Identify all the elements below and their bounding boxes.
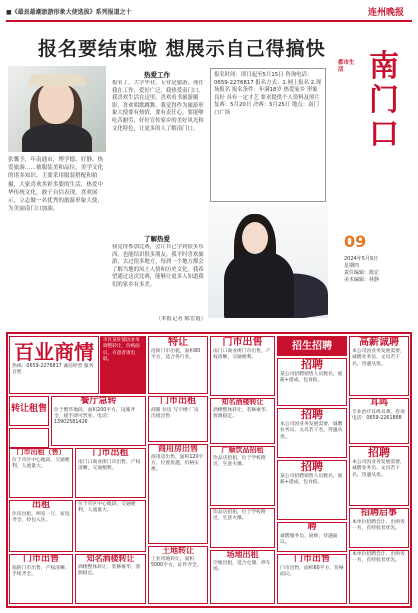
ad-block (277, 554, 347, 604)
ad-body: 本单位招聘会计、出纳各一名，有经验者优先。 (352, 519, 405, 532)
ad-body: 某公司招聘销售人员数名，底薪+提成，包食宿。 (280, 474, 343, 486)
ad-body: 酒楼整体转让，装修豪华，客源稳定。 (213, 407, 271, 419)
ad-body: 本公司因业务发展需要，诚聘业务员、文员若干名，待遇从优。 (280, 422, 343, 440)
ad-block (75, 554, 146, 604)
contestant-photo-1 (8, 66, 106, 152)
ad-title: 门市出售 (293, 554, 330, 564)
article-credit: （本报记者 陈宏霞） (155, 316, 206, 322)
ad-body: 本单位招聘会计、出纳各一名，有经验者优先。 (352, 552, 405, 564)
section-title-1: 热爱工作 (144, 71, 170, 79)
section-body-1: 报名了，大学毕业，专业是旅游，现在我在工作，爱好广泛，我热爱南门口，我喜欢生活在这里，喜欢看书旅游摄影，喜欢唱歌跳舞。我觉得作为旅游形象大使要有热情，要有责任心，要能够吃苦耐劳，好好宣传家乡的美好风光和文化特色，让更多的人了解南门口。 (112, 80, 204, 132)
ad-body: 市区某旺铺因业务调整转让，价格面议，有意者请电联。 (103, 338, 140, 362)
sidebar-small-title: 都市生活 (338, 60, 355, 73)
info-box: 报名时间：即日起至5月15日 咨询电话：0659-2276817 报名方式：1.网上报名 2.现场报名 报名条件：年满18岁 热爱家乡 形象良好 具有一定才艺 要求提供个人资料及照片 复赛：5月20日 决赛：5月25日 地点：南门口广场 (210, 68, 326, 202)
ad-block (210, 508, 275, 548)
ad-body: 位于市区中心地段，交通便利，人流量大。 (12, 457, 70, 469)
ad-body: 专业治疗耳鸣耳聋，咨询电话：0659-2261888 (352, 409, 405, 422)
ad-title: 知名酒楼转让 (86, 554, 135, 563)
ad-title: 餐厅急转 (80, 396, 117, 406)
intro-text: 张馨予，年南通市，博学德、好静、热爱旅游……被服装美和品位，美学文化的诸多知识。主要采用服装搭配和拍摄，大家喜欢多彩多姿的生活，热爱中华传统文化，敢于自信表现，喜欢展示，立志做一名优秀的旅游形象大使，为美丽南门口加油。 (8, 157, 104, 213)
ad-block (100, 336, 146, 394)
ad-block (9, 500, 73, 552)
ad-title: 门市出售 (222, 337, 263, 348)
ad-body: 饮品店招租，位于学校附近，生意火爆。 (213, 510, 266, 522)
ad-block (148, 444, 208, 544)
ad-title: 招聘 (301, 408, 323, 421)
ad-block (75, 448, 146, 498)
ad-block (277, 358, 347, 406)
ad-block (148, 396, 208, 442)
ad-body: 热线：0659-2276817 诚信经营 服务百姓 (12, 364, 94, 376)
ad-body: 本公司因业务发展需要，诚聘业务员、文员若干名，待遇从优。 (352, 349, 405, 367)
ad-body: 酒楼整体转让，装修豪华，客源稳定。 (78, 564, 141, 577)
ad-block (51, 396, 146, 446)
ad-body: 某公司招聘销售人员数名，底薪+提成，包食宿。 (280, 372, 343, 384)
sidebar-big-title: 南门口 (369, 49, 399, 152)
ad-title: 知名酒楼转让 (221, 398, 264, 406)
ad-title: 门市出售 (22, 554, 59, 564)
ad-title: 门市出租 (159, 396, 196, 406)
ad-block (148, 336, 208, 394)
ad-body: 南门口商业街门市出售，产权清晰，交通便利。 (213, 349, 271, 361)
ad-block (210, 550, 275, 604)
ad-body: 工业用地转让，面积5000平方，证件齐全。 (151, 556, 202, 569)
ad-block (349, 446, 409, 506)
ad-title: 耳鸣 (369, 398, 388, 408)
ad-body: 商铺 住房 写字楼 厂房 出租出售 (151, 407, 199, 420)
ad-title: 出租 (31, 500, 50, 510)
ad-title: 转让租售 (10, 404, 47, 414)
meta-line: 星期四 (344, 263, 360, 269)
ad-block (210, 336, 275, 396)
ad-title: 特让 (168, 337, 188, 348)
ad-block (277, 408, 347, 458)
ad-title: 门市出租（售） (16, 448, 66, 456)
ad-block (349, 398, 409, 444)
ad-block (9, 554, 73, 604)
ad-body: 饮品店招租，位于学校附近，生意火爆。 (213, 455, 266, 467)
ad-block (148, 546, 208, 604)
ad-block (349, 550, 409, 604)
section-body-2: 我觉得参加比赛，会让自己学到很多东西，也能结识很多朋友。我平时喜欢旅游，去过很多地方，每到一个地方都会了解当地的风土人情和历史文化。我希望通过这次比赛，能够让更多人知道我们的家乡有多美。 (112, 244, 204, 288)
header-rule (6, 20, 412, 22)
ad-body: 诚聘服务员、厨师，待遇面议。 (280, 533, 338, 546)
ad-body: 位于繁华地段，面积200平方，设施齐全，接手即可营业。电话：13902581426 (54, 407, 136, 426)
series-line: ■《最县最潮旅游形象大使选拔》系列报道之十 (6, 9, 132, 16)
ad-block (210, 398, 275, 444)
ad-block (9, 448, 73, 498)
ad-body: 商用房出售，面积120平方，位置优越，价格实惠。 (151, 454, 204, 473)
page-number: 09 (344, 232, 367, 251)
ad-body: 本公司因业务发展需要，诚聘业务员、文员若干名，待遇从优。 (352, 460, 405, 478)
ad-block (277, 336, 347, 356)
ad-block (9, 336, 99, 394)
ad-title: 招聘 (301, 358, 323, 371)
meta-line: 2024年5月9日 (344, 256, 379, 262)
meta-line: 美术编辑：林静 (344, 277, 380, 283)
ad-block (277, 522, 347, 552)
ad-block (75, 500, 146, 552)
ad-body: 位于市区中心地段，交通便利，人流量大。 (78, 502, 136, 514)
ad-title: 高薪诚聘 (359, 337, 399, 348)
ad-title: 门市出租 (92, 448, 129, 458)
ad-block (210, 446, 275, 506)
ad-block (349, 336, 409, 396)
ad-body: 门市出售，面积60平方，价格面议。 (280, 565, 344, 578)
ad-title: 招聘 (368, 446, 390, 459)
ad-title: 招聘启事 (360, 508, 397, 518)
ad-title: 场地出租 (226, 550, 259, 559)
ad-body: 临街门市出售，产权清晰，手续齐全。 (12, 565, 70, 578)
ad-block (9, 428, 49, 448)
ad-title: 招生招聘 (292, 341, 332, 352)
ad-title: 商用房出售 (158, 444, 198, 453)
section-title-2: 了解热爱 (144, 235, 170, 243)
headline: 报名要结束啦 想展示自己得搞快 (38, 38, 326, 60)
ad-body: 沿街门市出租，面积80平方，适合各行业。 (151, 349, 201, 361)
ad-block (277, 460, 347, 520)
ad-block (9, 396, 49, 426)
page-meta (344, 256, 410, 284)
ad-title: 广顺饮品招租 (221, 446, 264, 454)
ad-block (349, 508, 409, 548)
ad-body: 住房出租，两室一厅，家电齐全，拎包入住。 (12, 511, 70, 524)
ad-body: 空地出租，适合仓储、停车场。 (213, 560, 271, 573)
meta-line: 责任编辑：陈宏 (344, 270, 380, 276)
ad-body: 南门口商业街门市出售，产权清晰，交通便利。 (78, 459, 141, 472)
ad-title: 土地转让 (162, 546, 194, 555)
contestant-photo-2 (208, 204, 328, 318)
newspaper-logo: 连州晚报 (367, 8, 404, 18)
ad-title: 百业商情 (14, 340, 94, 364)
ad-title: 招聘 (301, 460, 323, 473)
ad-title: 聘 (307, 522, 317, 532)
